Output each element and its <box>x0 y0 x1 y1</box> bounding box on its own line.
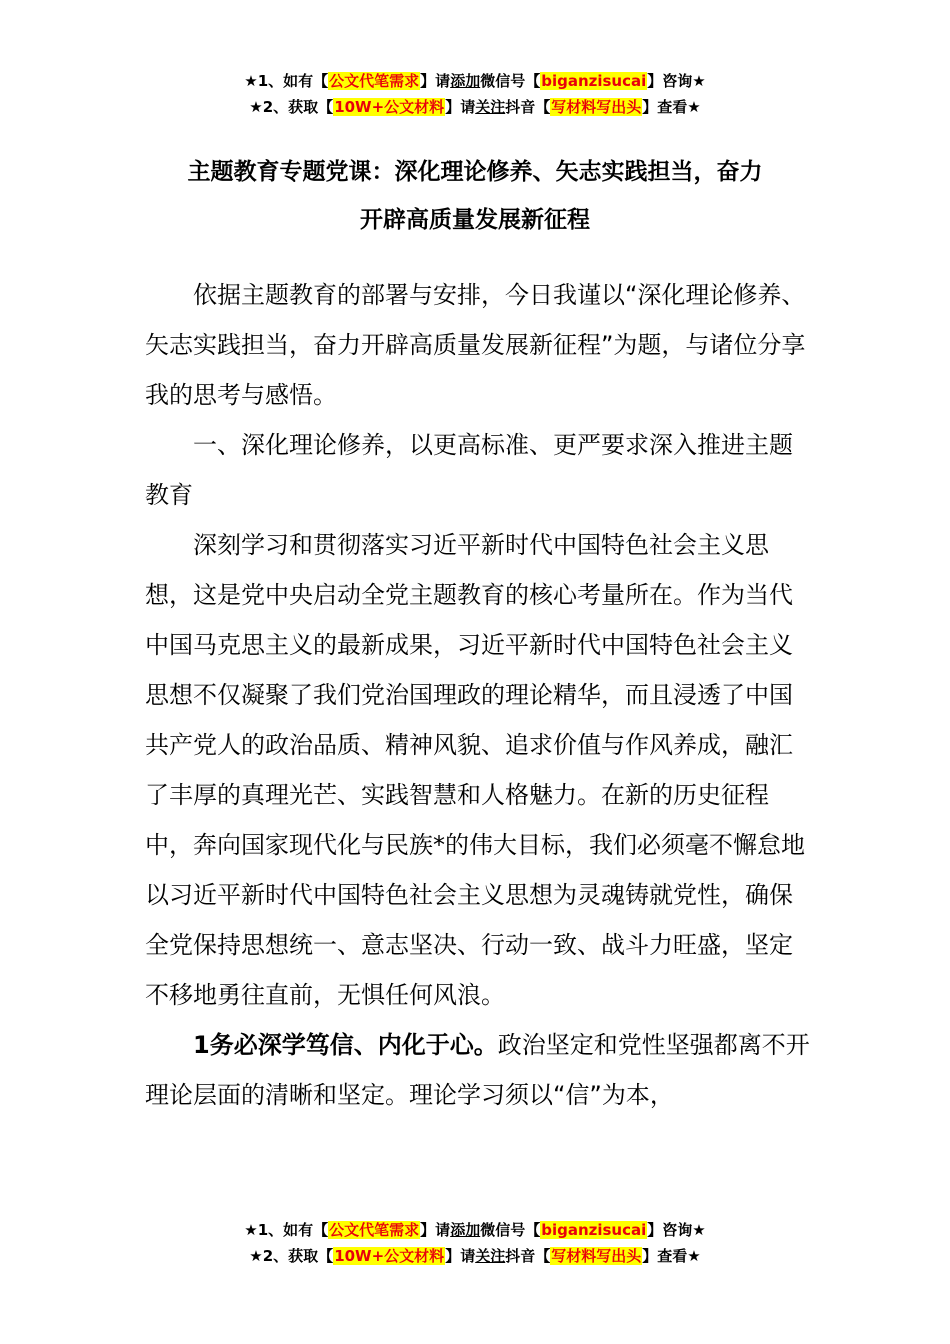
point-1-heading: 1务必深学笃信、内化于心。 <box>193 1031 498 1059</box>
banner-line-2: ★2、获取【10W+公文材料】请关注抖音【写材料写出头】查看★ <box>249 98 701 116</box>
document-title <box>120 148 830 244</box>
footer-highlight-wechat-id: biganzisucai <box>541 1221 647 1239</box>
title-line-2: 开辟高质量发展新征程 <box>360 207 590 233</box>
section-heading-1: 一、深化理论修养，以更高标准、更严要求深入推进主题教育 <box>145 431 793 509</box>
highlight-douyin-account: 写材料写出头 <box>551 98 642 116</box>
point-1-text: 政治坚定和党性坚强都离不开理论层面的清晰和坚定。理论学习须以“信”为本， <box>145 1031 810 1109</box>
footer-highlight-service: 公文代笔需求 <box>329 1221 420 1239</box>
footer-banner-line-2: ★2、获取【10W+公文材料】请关注抖音【写材料写出头】查看★ <box>249 1247 701 1265</box>
header-banner <box>0 68 950 120</box>
footer-banner <box>0 1217 950 1269</box>
paragraph-point-1 <box>145 1020 810 1120</box>
paragraph-intro: 依据主题教育的部署与安排，今日我谨以“深化理论修养、矢志实践担当，奋力开辟高质量发展新征程”为题，与诸位分享我的思考与感悟。 <box>145 281 806 409</box>
highlight-materials: 10W+公文材料 <box>334 98 445 116</box>
paragraph-body: 深刻学习和贯彻落实习近平新时代中国特色社会主义思想，这是党中央启动全党主题教育的核心考量所在。作为当代中国马克思主义的最新成果，习近平新时代中国特色社会主义思想不仅凝聚了我们党治国理政的理论精华，而且浸透了中国共产党人的政治品质、精神风貌、追求价值与作风养成，融汇了丰厚的真理光芒、实践智慧和人格魅力。在新的历史征程中，奔向国家现代化与民族*的伟大目标，我们必须毫不懈怠地以习近平新时代中国特色社会主义思想为灵魂铸就党性，确保全党保持思想统一、意志坚决、行动一致、战斗力旺盛，坚定不移地勇往直前，无惧任何风浪。 <box>145 531 805 1009</box>
banner-line-1: ★1、如有【公文代笔需求】请添加微信号【biganzisucai】咨询★ <box>244 72 706 90</box>
document-body <box>145 270 810 1120</box>
title-line-1: 主题教育专题党课：深化理论修养、矢志实践担当，奋力 <box>187 159 763 185</box>
footer-highlight-materials: 10W+公文材料 <box>334 1247 445 1265</box>
highlight-wechat-id: biganzisucai <box>541 72 647 90</box>
highlight-service: 公文代笔需求 <box>329 72 420 90</box>
footer-banner-line-1: ★1、如有【公文代笔需求】请添加微信号【biganzisucai】咨询★ <box>244 1221 706 1239</box>
footer-highlight-douyin-account: 写材料写出头 <box>551 1247 642 1265</box>
